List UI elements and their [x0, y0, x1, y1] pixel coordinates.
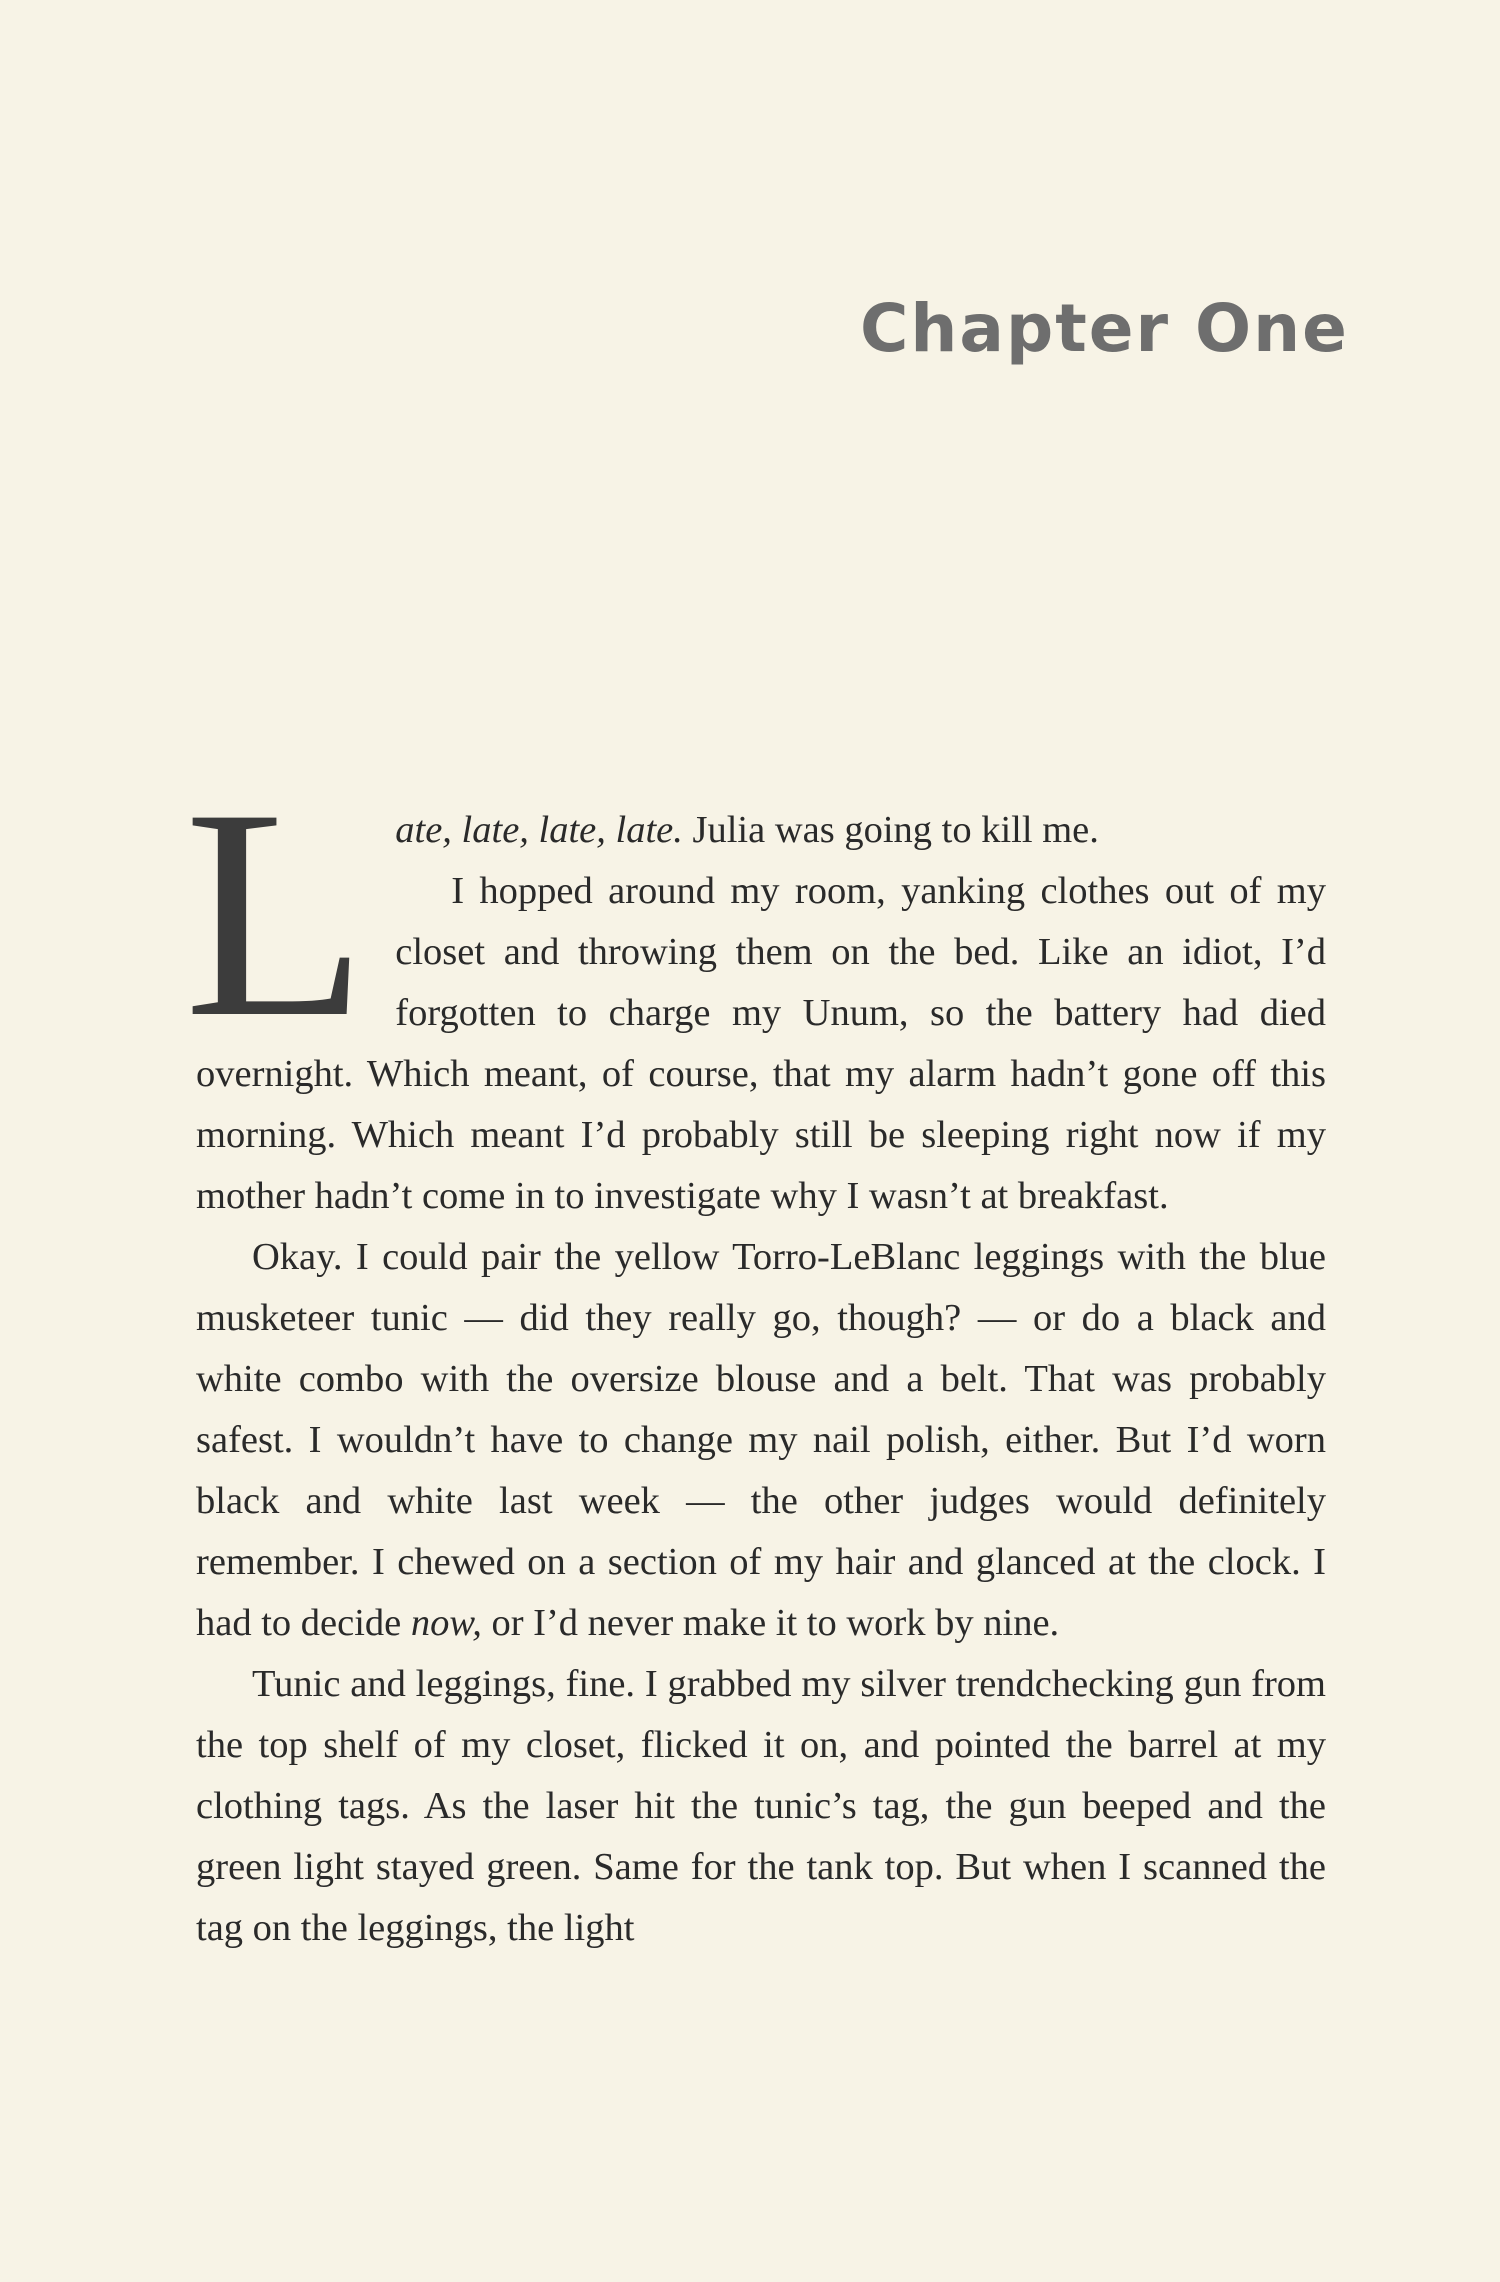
paragraph-3	[196, 1227, 1326, 1654]
drop-cap: L	[184, 747, 368, 1079]
paragraph-2: I hopped around my room, yanking clothes out of my closet and throwing them on the bed. Like an idiot, I’d forgotten to charge my Unum, so the battery had died overnight. Which meant, of course, that my alarm hadn’t gone off this morning. Which meant I’d probably still be sleeping right now if my mother hadn’t come in to investigate why I wasn’t at breakfast.	[196, 870, 1326, 1217]
paragraph-4: Tunic and leggings, fine. I grabbed my silver trendchecking gun from the top shelf of my closet, flicked it on, and pointed the barrel at my clothing tags. As the laser hit the tunic’s tag, the gun beeped and the green light stayed green. Same for the tank top. But when I scanned the tag on the leggings, the light	[196, 1663, 1326, 1949]
chapter-body	[184, 747, 1326, 1959]
paragraph-3-end: or I’d never make it to work by nine.	[481, 1602, 1060, 1644]
opening-italic-text: ate, late, late, late.	[395, 809, 683, 851]
opening-text: Julia was going to kill me.	[682, 809, 1099, 851]
chapter-title: Chapter One	[860, 290, 1349, 367]
paragraph-3-italic: now,	[410, 1602, 482, 1644]
paragraph-3-text: Okay. I could pair the yellow Torro-LeBlanc leggings with the blue musketeer tunic — did they really go, though? — or do a black and white combo with the oversize blouse and a belt. That was probably safest. I wouldn’t have to change my nail polish, either. But I’d worn black and white last week — the other judges would definitely remember. I chewed on a section of my hair and glanced at the clock. I had to decide	[196, 1236, 1326, 1644]
